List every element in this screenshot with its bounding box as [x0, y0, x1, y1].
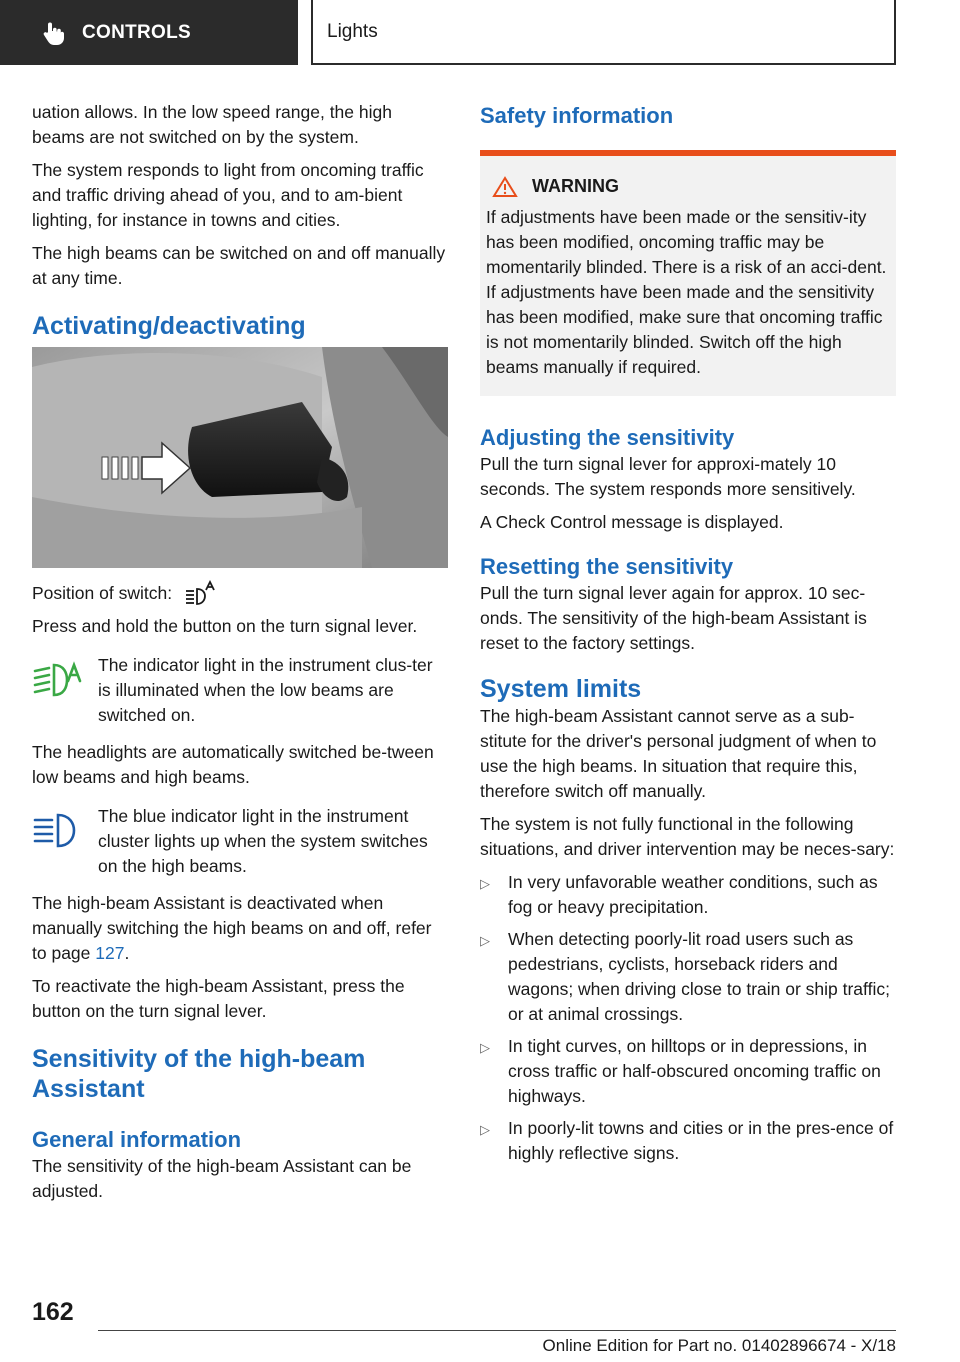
- warning-triangle-icon: [492, 176, 518, 198]
- footer-divider: [98, 1330, 896, 1331]
- list-item: ▷ In tight curves, on hilltops or in depressions, in cross traffic or half-obscured oncoming traffic on highways.: [480, 1034, 896, 1109]
- list-item: ▷ When detecting poorly-lit road users such as pedestrians, cyclists, horseback riders and wagons; when driving close to train or ship traffic; or at animal crossings.: [480, 927, 896, 1027]
- limits-list: [480, 870, 896, 1166]
- paragraph: The high-beam Assistant cannot serve as a sub‐stitute for the driver's personal judgment of when to use the high beams. In situation that require this, therefore switch off manually.: [480, 706, 877, 801]
- heading-limits: System limits: [480, 675, 642, 703]
- paragraph: The system responds to light from oncoming traffic and traffic driving ahead of you, and to am‐bient lighting, for instance in towns and cities.: [32, 160, 424, 230]
- paragraph: A Check Control message is displayed.: [480, 512, 784, 532]
- indicator-low-row: [32, 653, 448, 728]
- page-number: 162: [32, 1298, 74, 1326]
- heading-sensitivity: Sensitivity of the high-beam Assistant: [32, 1045, 366, 1103]
- warning-text: If adjustments have been made or the sensitiv‐ity has been modified, oncoming traffic may be momentarily blinded. There is a risk of an acci‐dent. If adjustments have been made and the sensitivity has been modified, make sure that oncoming traffic is not momentarily blinded. Switch off the high beams manually if required.: [486, 207, 887, 377]
- high-beam-indicator-icon: [32, 810, 82, 850]
- paragraph: The headlights are automatically switched be‐tween low beams and high beams.: [32, 742, 434, 787]
- position-label: Position of switch:: [32, 582, 173, 603]
- paragraph: The system is not fully functional in the following situations, and driver intervention may be neces‐sary:: [480, 814, 895, 859]
- warning-title: WARNING: [532, 176, 619, 196]
- right-column: [480, 100, 896, 1173]
- paragraph: Press and hold the button on the turn signal lever.: [32, 616, 418, 636]
- paragraph: uation allows. In the low speed range, the high beams are not switched on by the system.: [32, 102, 392, 147]
- indicator-high-text: The blue indicator light in the instrument cluster lights up when the system switches on the high beams.: [98, 806, 428, 876]
- warning-box: [480, 150, 896, 396]
- heading-activating: Activating/deactivating: [32, 312, 306, 340]
- heading-general: General information: [32, 1127, 242, 1152]
- header-section-tab: [0, 0, 298, 65]
- paragraph-position: [32, 580, 448, 606]
- warning-title-row: [486, 174, 890, 199]
- triangle-bullet-icon: ▷: [480, 1122, 490, 1137]
- page-ref-link[interactable]: 127: [95, 943, 125, 963]
- footer-edition: Online Edition for Part no. 01402896674 - X/18: [542, 1336, 896, 1355]
- paragraph-deactivated: The high-beam Assistant is deactivated when manually switching the high beams on and off, refer to page 127.: [32, 893, 432, 963]
- high-beam-assistant-icon: [184, 580, 218, 606]
- header-section-title: CONTROLS: [82, 21, 192, 43]
- list-item: ▷ In poorly-lit towns and cities or in the pres‐ence of highly reflective signs.: [480, 1116, 896, 1166]
- indicator-low-text: The indicator light in the instrument clus‐ter is illuminated when the low beams are switched on.: [98, 655, 433, 725]
- indicator-high-row: [32, 804, 448, 879]
- header-chapter: [311, 0, 896, 65]
- paragraph: The high beams can be switched on and off manually at any time.: [32, 243, 446, 288]
- hand-pointer-icon: [40, 20, 66, 46]
- heading-resetting: Resetting the sensitivity: [480, 554, 734, 579]
- triangle-bullet-icon: ▷: [480, 876, 490, 891]
- left-column: [32, 100, 448, 1212]
- paragraph: To reactivate the high-beam Assistant, press the button on the turn signal lever.: [32, 976, 405, 1021]
- triangle-bullet-icon: ▷: [480, 933, 490, 948]
- paragraph: Pull the turn signal lever again for approx. 10 sec‐onds. The sensitivity of the high-beam Assistant is reset to the factory settings.: [480, 583, 867, 653]
- heading-adjusting: Adjusting the sensitivity: [480, 425, 735, 450]
- low-beam-auto-indicator-icon: [32, 659, 82, 699]
- paragraph: The sensitivity of the high-beam Assistant can be adjusted.: [32, 1156, 412, 1201]
- heading-safety: Safety information: [480, 103, 674, 128]
- triangle-bullet-icon: ▷: [480, 1040, 490, 1055]
- list-item: ▷ In very unfavorable weather conditions, such as fog or heavy precipitation.: [480, 870, 896, 920]
- paragraph: Pull the turn signal lever for approxi‐mately 10 seconds. The system responds more sensitively.: [480, 454, 856, 499]
- deactivated-text: The high-beam Assistant is deactivated when manually switching the high beams on and off, refer to page: [32, 893, 432, 963]
- header-chapter-title: Lights: [327, 20, 378, 42]
- turn-signal-lever-photo: [32, 347, 448, 568]
